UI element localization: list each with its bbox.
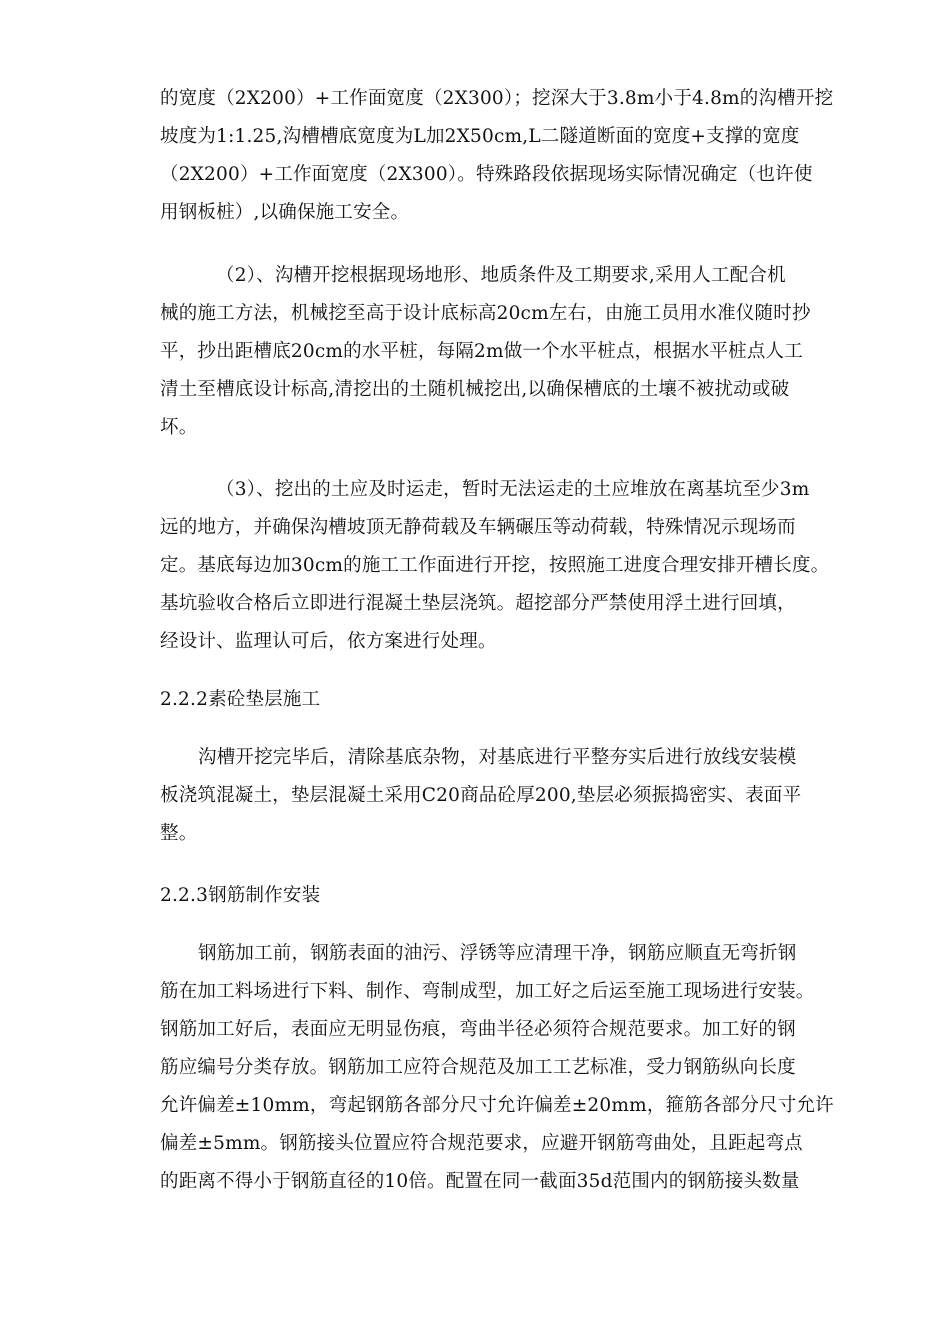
paragraph-5-first-line: 钢筋加工前，钢筋表面的油污、浮锈等应清理干净，钢筋应顺直无弯折钢: [198, 943, 797, 964]
text-line-14: 经设计、监理认可后，依方案进行处理。: [160, 631, 497, 652]
text-line-26: 的距离不得小于钢筋直径的10倍。配置在同一截面35d范围内的钢筋接头数量: [160, 1171, 800, 1192]
text-line-3: （2X200）+工作面宽度（2X300）。特殊路段依据现场实际情况确定（也许使: [160, 164, 813, 185]
text-line-6: 械的施工方法，机械挖至高于设计底标高20cm左右，由施工员用水准仪随时抄: [160, 303, 811, 324]
paragraph-2-first-line: （2）、沟槽开挖根据现场地形、地质条件及工期要求,采用人工配合机: [216, 265, 786, 286]
section-heading-2-2-3: 2.2.3钢筋制作安装: [160, 885, 321, 906]
text-line-17: 板浇筑混凝土，垫层混凝土采用C20商品砼厚200,垫层必须振捣密实、表面平: [160, 785, 802, 806]
text-line-1: 的宽度（2X200）+工作面宽度（2X300）；挖深大于3.8m小于4.8m的沟槽开挖: [160, 88, 834, 109]
text-line-9: 坏。: [160, 417, 198, 438]
text-line-22: 钢筋加工好后，表面应无明显伤痕，弯曲半径必须符合规范要求。加工好的钢: [160, 1019, 796, 1040]
section-heading-2-2-2: 2.2.2素砼垫层施工: [160, 689, 321, 710]
text-line-2: 坡度为1:1.25,沟槽槽底宽度为L加2X50cm,L二隧道断面的宽度+支撑的宽度: [160, 126, 800, 147]
text-line-8: 清土至槽底设计标高,清挖出的土随机械挖出,以确保槽底的土壤不被扰动或破: [160, 379, 790, 400]
text-line-4: 用钢板桩）,以确保施工安全。: [160, 202, 410, 223]
text-line-12: 定。基底每边加30cm的施工工作面进行开挖，按照施工进度合理安排开槽长度。: [160, 555, 830, 576]
text-line-23: 筋应编号分类存放。钢筋加工应符合规范及加工工艺标准，受力钢筋纵向长度: [160, 1057, 796, 1078]
paragraph-4-first-line: 沟槽开挖完毕后，清除基底杂物，对基底进行平整夯实后进行放线安装模: [198, 747, 797, 768]
text-line-13: 基坑验收合格后立即进行混凝土垫层浇筑。超挖部分严禁使用浮土进行回填，: [160, 593, 796, 614]
text-line-7: 平，抄出距槽底20cm的水平桩，每隔2m做一个水平桩点，根据水平桩点人工: [160, 341, 803, 362]
text-line-18: 整。: [160, 823, 198, 844]
text-line-24: 允许偏差±10mm，弯起钢筋各部分尺寸允许偏差±20mm，箍筋各部分尺寸允许: [160, 1095, 834, 1116]
text-line-21: 筋在加工料场进行下料、制作、弯制成型，加工好之后运至施工现场进行安装。: [160, 981, 815, 1002]
paragraph-3-first-line: （3）、挖出的土应及时运走，暂时无法运走的土应堆放在离基坑至少3m: [216, 479, 810, 500]
text-line-11: 远的地方，并确保沟槽坡顶无静荷载及车辆碾压等动荷载，特殊情况示现场而: [160, 517, 796, 538]
text-line-25: 偏差±5mm。钢筋接头位置应符合规范要求，应避开钢筋弯曲处，且距起弯点: [160, 1133, 803, 1154]
